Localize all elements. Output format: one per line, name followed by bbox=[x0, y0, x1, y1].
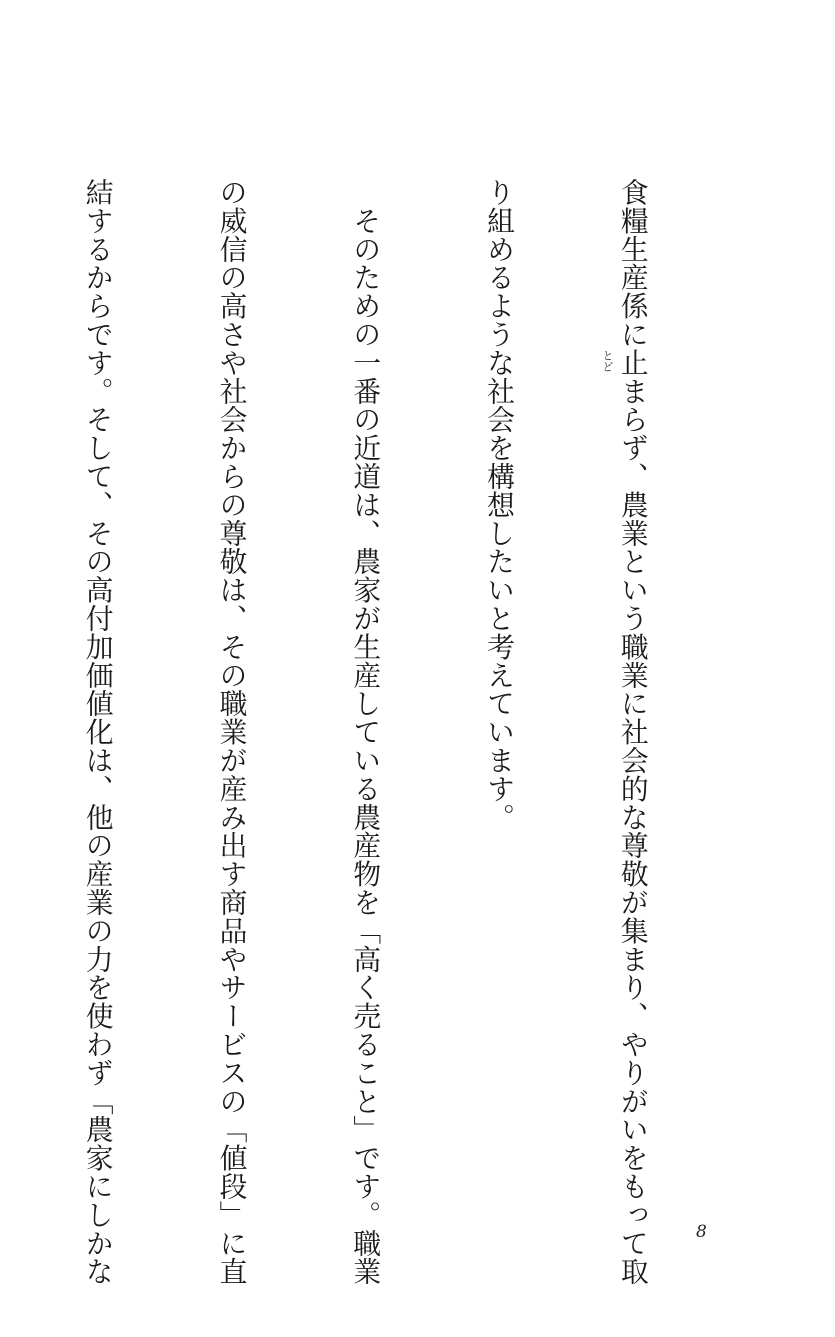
text-line: の威信の高さや社会からの尊敬は、その職業が産み出す商品やサービスの「値段」に直 bbox=[214, 178, 248, 1286]
ruby-base: 止 とど bbox=[600, 348, 649, 377]
text-line: 食糧生産係に止 とど まらず、農業という職業に社会的な尊敬が集まり、やりがいをもって取 bbox=[600, 178, 649, 1286]
text-line: 結するからです。そして、その高付加価値化は、他の産業の力を使わず「農家にしかな bbox=[80, 178, 114, 1286]
page-number: 8 bbox=[696, 1222, 707, 1242]
ruby-reading: とど bbox=[600, 350, 614, 373]
text-line: り組めるような社会を構想したいと考えています。 bbox=[482, 178, 516, 832]
body-text bbox=[0, 178, 743, 1286]
text-line: そのための一番の近道は、農家が生産している農産物を「高く売ること」です。職業 bbox=[348, 178, 382, 1286]
